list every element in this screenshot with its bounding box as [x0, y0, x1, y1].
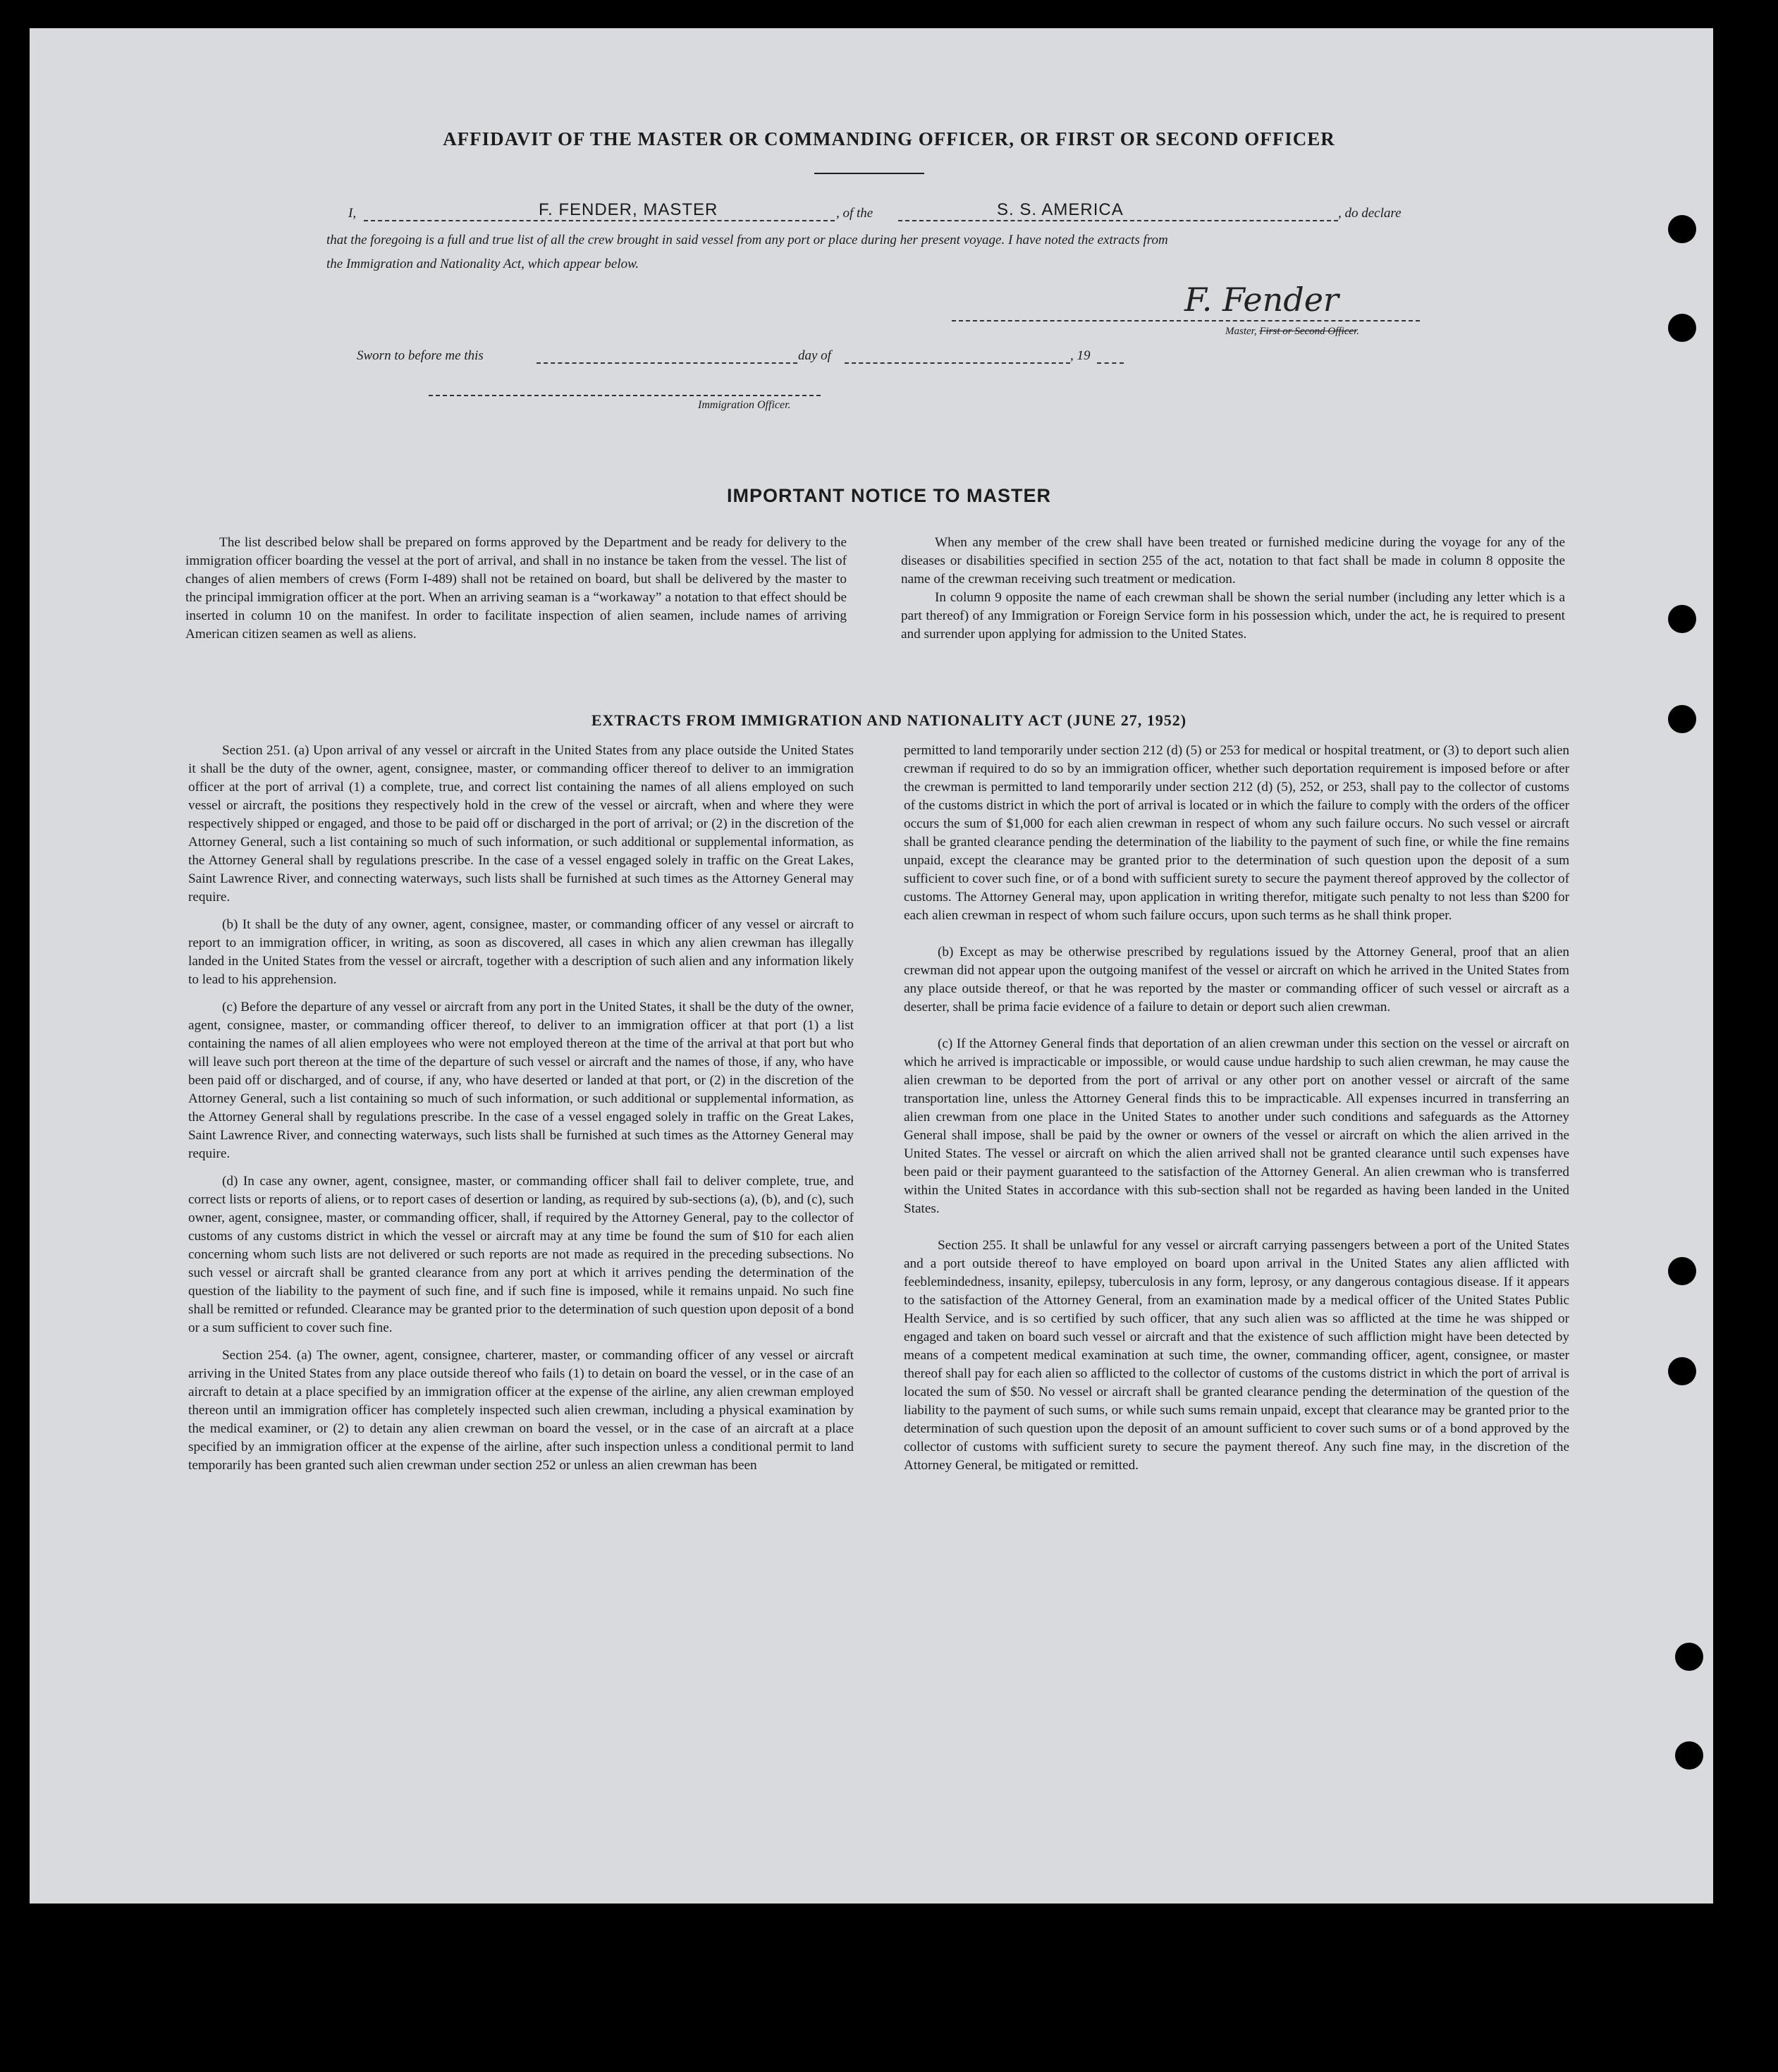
punch-hole: [1668, 1257, 1696, 1285]
vessel-field-line: [898, 220, 1338, 221]
section-251c: (c) Before the departure of any vessel or aircraft from any port in the United States, it shall be the duty of the owner, agent, consignee, master, or commanding officer thereof, to deliver to an immigration officer at that port (1) a list containing the names of all alien employees who were not employed thereon at the time of the arrival at that port but who will leave such port thereon at the time of the departure of such vessel or aircraft and the names of those, if any, who have been paid off or discharged, and of course, if any, who have deserted or landed at that port, or (2) in the discretion of the Attorney General, such a list containing so much of such information, or such additional or supplemental information, as the Attorney General shall by regulations prescribe. In the case of a vessel engaged solely in traffic on the Great Lakes, Saint Lawrence River, and connecting waterways, such lists shall be furnished at such times as the Attorney General may require.: [188, 1000, 854, 1161]
signer-title: [1225, 326, 1359, 338]
signer-title-master: Master,: [1225, 326, 1257, 337]
sworn-month-field: [845, 362, 1070, 364]
signer-title-struck: First or Second Officer: [1259, 326, 1357, 337]
extracts-heading: EXTRACTS FROM IMMIGRATION AND NATIONALITY ACT (JUNE 27, 1952): [591, 711, 1187, 729]
title-divider: [814, 173, 924, 174]
notice-right-column: [901, 534, 1565, 644]
punch-hole: [1675, 1643, 1703, 1671]
notice-right-paragraph-2: In column 9 opposite the name of each crewman shall be shown the serial number (including any letter which is a part thereof) of any Immigration or Foreign Service form in his possession which, under the act, he is required to present and surrender upon applying for admission to the United States.: [901, 590, 1565, 642]
section-251a: Section 251. (a) Upon arrival of any vessel or aircraft in the United States from any place outside the United States it shall be the duty of the owner, agent, consignee, master, or commanding officer thereof to deliver to an immigration officer at the port of arrival (1) a complete, true, and correct list containing the names of all aliens employed on such vessel or aircraft, the positions they respectively hold in the crew of the vessel or aircraft, when and where they were respectively shipped or engaged, and those to be paid off or discharged in the port of arrival; or (2) in the discretion of the Attorney General, such a list containing so much of such information, or such additional or supplemental information, as the Attorney General shall by regulations prescribe. In the case of a vessel engaged solely in traffic on the Great Lakes, Saint Lawrence River, and connecting waterways, such lists shall be furnished at such times as the Attorney General may require.: [188, 743, 854, 905]
officer-label: Immigration Officer.: [698, 399, 791, 411]
punch-hole: [1668, 605, 1696, 633]
extracts-left-column: [188, 742, 854, 1475]
punch-hole: [1668, 1357, 1696, 1385]
punch-hole: [1668, 314, 1696, 342]
signature-line: [952, 320, 1420, 321]
notice-left-column: [185, 534, 847, 644]
i-label: I,: [348, 206, 357, 221]
sworn-day-field: [537, 362, 797, 364]
day-of-label: day of: [798, 348, 831, 363]
section-254a: Section 254. (a) The owner, agent, consignee, charterer, master, or commanding officer of any vessel or aircraft arriving in the United States from any place outside thereof who fails (1) to detain on board the vessel, or in the case of an aircraft to detain at a place specified by an immigration officer at the expense of the airline, any alien crewman employed thereon until an immigration officer has completely inspected such alien crewman, including a physical examination by the medical examiner, or (2) to detain any alien crewman on board the vessel, or in the case of an aircraft at a place specified by an immigration officer at the expense of the airline, after such inspection unless a conditional permit to land temporarily has been granted such alien crewman under section 252 or unless an alien crewman has been: [188, 1348, 854, 1473]
section-254c: (c) If the Attorney General finds that deportation of an alien crewman under this section on the vessel or aircraft on which he arrived is impracticable or impossible, or would cause undue hardship to such alien crewman, he may cause the alien crewman to be deported from the port of arrival or any other port on another vessel or aircraft of the same transportation line, unless the Attorney General finds this to be impracticable. All expenses incurred in transferring an alien crewman from one place in the United States to another under such conditions and safeguards as the Attorney General shall impose, shall be paid by the owner or owners of the vessel or aircraft on which the alien arrived in the United States. The vessel or aircraft on which the alien arrived shall not be granted clearance until such expenses have been paid or their payment guaranteed to the satisfaction of the Attorney General. An alien crewman who is transferred within the United States in accordance with this sub-section shall not be regarded as having been landed in the United States.: [904, 1036, 1569, 1216]
declaration-line-2: that the foregoing is a full and true list of all the crew brought in said vessel from any port or place during her present voyage. I have noted the extracts from: [326, 233, 1168, 247]
punch-hole: [1668, 215, 1696, 243]
name-field-line: [364, 220, 835, 221]
sworn-year-field: [1097, 362, 1124, 364]
section-251d: (d) In case any owner, agent, consignee, master, or commanding officer shall fail to deliver complete, true, and correct lists or reports of aliens, or to report cases of desertion or landing, as required by sub-sections (a), (b), and (c), such owner, agent, consignee, master, or commanding officer, shall, if required by the Attorney General, pay to the collector of customs of any customs district in which the vessel or aircraft may at any time be found the sum of $10 for each alien concerning whom such lists are not delivered or such reports are not made as required in the preceding subsections. No such vessel or aircraft shall be granted clearance from any port at which it arrives pending the determination of the question of the liability to the payment of such fine, and if such fine is imposed, while it remains unpaid. No such fine shall be remitted or refunded. Clearance may be granted prior to the determination of such question upon deposit of a bond or a sum sufficient to cover such fine.: [188, 1174, 854, 1335]
vessel-field-value: S. S. AMERICA: [997, 200, 1124, 219]
officer-signature-line: [429, 395, 821, 396]
declaration-first-line: [348, 200, 1427, 227]
sworn-label: Sworn to before me this: [357, 348, 484, 363]
of-the-label: , of the: [836, 206, 873, 221]
section-254a-continued: permitted to land temporarily under section 212 (d) (5) or 253 for medical or hospital treatment, or (3) to deport such alien crewman if required to do so by an immigration officer, whether such deportation requirement is imposed before or after the crewman is permitted to land temporarily under section 212 (d) (5), 252, or 253, shall pay to the collector of customs of the customs district in which the port of arrival is located or in which the failure to comply with the orders of the officer occurs the sum of $1,000 for each alien crewman in respect of whom any such failure occurs. No such vessel or aircraft shall be granted clearance pending the determination of the liability to the payment of such fine, or while the fine remains unpaid, except the clearance may be granted prior to the determination of such question upon the deposit of a sum sufficient to cover such fine, or of a bond with sufficient surety to secure the payment thereof approved by the collector of customs. The Attorney General may, upon application in writing therefor, mitigate such penalty to not less than $200 for each alien crewman in respect of whom such failure occurs, upon such terms as he shall think proper.: [904, 743, 1569, 923]
signer-title-period: .: [1356, 326, 1359, 337]
notice-left-paragraph: The list described below shall be prepared on forms approved by the Department and be ready for delivery to the immigration officer boarding the vessel at the port of arrival, and shall in no instance be taken from the vessel. The list of changes of alien members of crews (Form I-489) shall not be retained on board, but shall be delivered by the master to the principal immigration officer at the port. When an arriving seaman is a “workaway” a notation to that effect should be inserted in column 10 on the manifest. In order to facilitate inspection of alien seamen, include names of arriving American citizen seamen as well as aliens.: [185, 535, 847, 642]
year-label: , 19: [1070, 348, 1091, 363]
punch-hole: [1675, 1741, 1703, 1770]
section-251b: (b) It shall be the duty of any owner, agent, consignee, master, or commanding officer of any vessel or aircraft to report to an immigration officer, in writing, as soon as discovered, all cases in which any alien crewman has illegally landed in the United States from the vessel or aircraft, together with a description of such alien and any information likely to lead to his apprehension.: [188, 917, 854, 987]
notice-heading: IMPORTANT NOTICE TO MASTER: [727, 485, 1051, 506]
section-255: Section 255. It shall be unlawful for any vessel or aircraft carrying passengers between a port of the United States and a port outside thereof to have employed on board upon arrival in the United States any alien afflicted with feeblemindedness, insanity, epilepsy, tuberculosis in any form, leprosy, or any dangerous contagious disease. If it appears to the satisfaction of the Attorney General, from an examination made by a medical officer of the United States Public Health Service, and is so certified by such officer, that any such alien was so afflicted at the time he was shipped or engaged and taken on board such vessel or aircraft and that the existence of such affliction might have been detected by means of a competent medical examination at such time, the owner, commanding officer, agent, consignee, or master thereof shall pay for each alien so afflicted to the collector of customs of the customs district in which the port of arrival is located the sum of $50. No vessel or aircraft shall be granted clearance pending the determination of the question of the liability to the payment of such sums, or while such sums remain unpaid, except that clearance may be granted prior to the determination of such question upon the deposit of an amount sufficient to cover such sums or of a bond approved by the collector of customs with sufficient surety to secure the payment thereof. Any such fine may, in the discretion of the Attorney General, be mitigated or remitted.: [904, 1238, 1569, 1473]
name-field-value: F. FENDER, MASTER: [539, 200, 718, 219]
notice-right-paragraph-1: When any member of the crew shall have been treated or furnished medicine during the voyage for any of the diseases or disabilities specified in section 255 of the act, notation to that fact shall be made in column 8 opposite the name of the crewman receiving such treatment or medication.: [901, 535, 1565, 587]
master-signature: F. Fender: [1184, 281, 1339, 319]
extracts-right-column: [904, 742, 1569, 1475]
affidavit-title: AFFIDAVIT OF THE MASTER OR COMMANDING OFFICER, OR FIRST OR SECOND OFFICER: [443, 128, 1335, 149]
do-declare-label: , do declare: [1338, 206, 1402, 221]
sworn-line: [357, 345, 1132, 369]
declaration-line-3: the Immigration and Nationality Act, which appear below.: [326, 257, 639, 271]
section-254b: (b) Except as may be otherwise prescribed by regulations issued by the Attorney General, proof that an alien crewman did not appear upon the outgoing manifest of the vessel or aircraft on which he arrived in the United States from any place outside thereof, or that he was reported by the master or commanding officer of such vessel or aircraft as a deserter, shall be prima facie evidence of a failure to detain or deport such alien crewman.: [904, 945, 1569, 1014]
